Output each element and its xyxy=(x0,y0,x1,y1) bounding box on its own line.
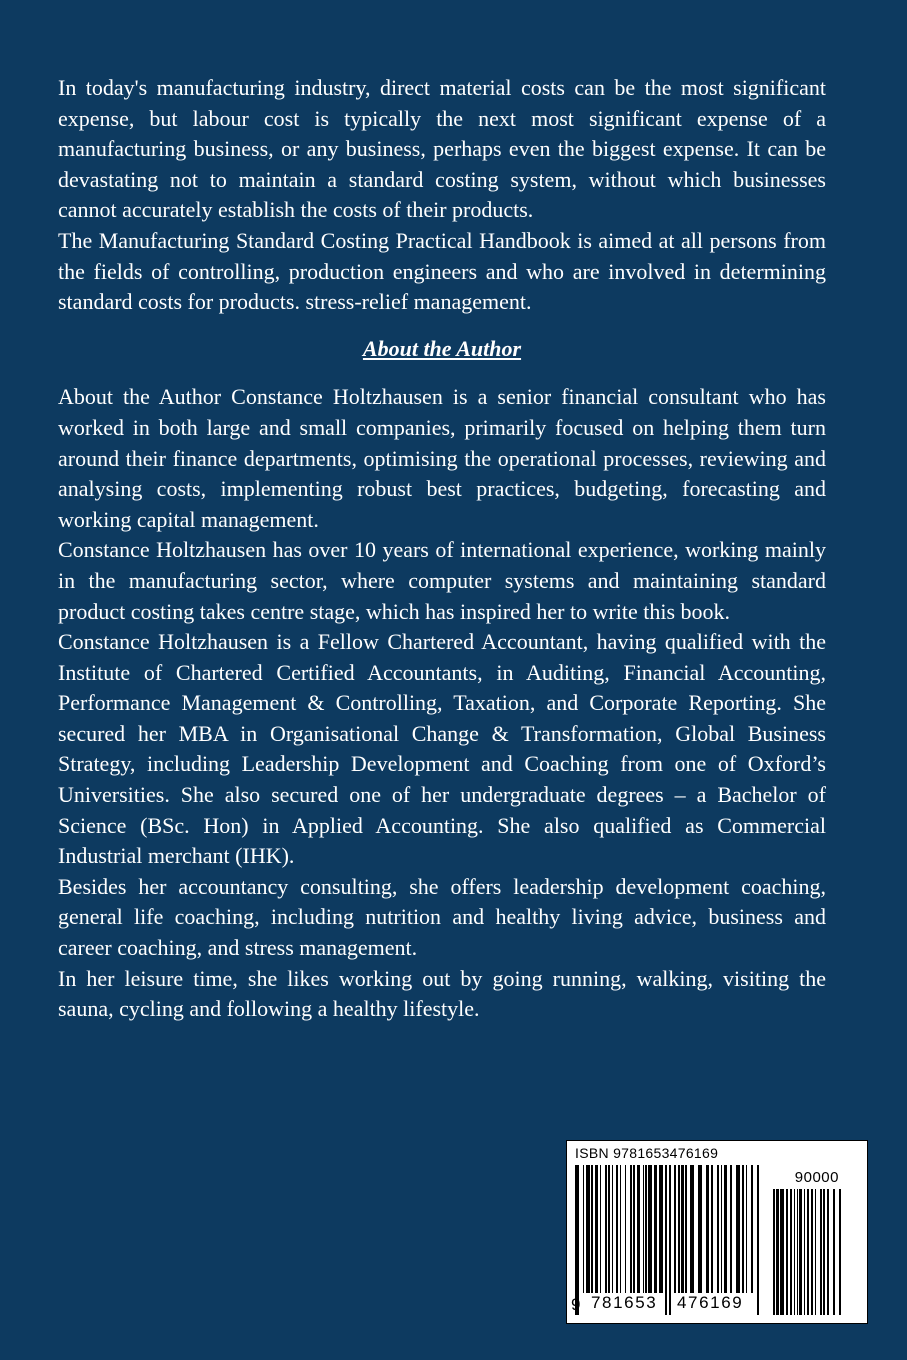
intro-paragraph-2: The Manufacturing Standard Costing Practical Handbook is aimed at all persons from the fields of controlling, production engineers and who are involved in determining standard costs for products. stress-relief management. xyxy=(58,227,826,315)
barcode-digits-left: 781653 xyxy=(591,1293,658,1312)
isbn-barcode xyxy=(566,1140,868,1324)
barcode-addon-bars xyxy=(773,1189,843,1315)
blurb-text xyxy=(58,73,826,1025)
author-paragraph-5: In her leisure time, she likes working out by going running, walking, visiting the sauna, cycling and following a healthy lifestyle. xyxy=(58,965,826,1022)
author-paragraph-3: Constance Holtzhausen is a Fellow Chartered Accountant, having qualified with the Institute of Chartered Certified Accountants, in Auditing, Financial Accounting, Performance Management & Controlling, Taxation, and Corporate Reporting. She secured her MBA in Organisational Change & Transformation, Global Business Strategy, including Leadership Development and Coaching from one of Oxford’s Universities. She also secured one of her undergraduate degrees – a Bachelor of Science (BSc. Hon) in Applied Accounting. She also qualified as Commercial Industrial merchant (IHK). xyxy=(58,629,826,869)
barcode-digits-right: 476169 xyxy=(677,1293,744,1312)
intro-paragraph-1: In today's manufacturing industry, direct material costs can be the most significant expense, but labour cost is typically the next most significant expense of a manufacturing business, or any business, perhaps even the biggest expense. It can be devastating not to maintain a standard costing system, without which businesses cannot accurately establish the costs of their products. xyxy=(58,75,826,223)
author-paragraph-2: Constance Holtzhausen has over 10 years of international experience, working mainly in the manufacturing sector, where computer systems and maintaining standard product costing takes centre stage, which has inspired her to write this book. xyxy=(58,537,826,624)
barcode-digit-first: 9 xyxy=(571,1295,583,1314)
barcode-digits xyxy=(571,1293,767,1319)
author-paragraph-4: Besides her accountancy consulting, she offers leadership development coaching, general life coaching, including nutrition and healthy living advice, business and career coaching, and stress management. xyxy=(58,873,826,961)
isbn-label: ISBN 9781653476169 xyxy=(575,1145,719,1161)
author-paragraph-1: About the Author Constance Holtzhausen is a senior financial consultant who has worked in both large and small companies, primarily focused on helping them turn around their finance departments, optimising the operational processes, reviewing and analysing costs, implementing robust best practices, budgeting, forecasting and working capital management. xyxy=(58,384,826,532)
about-author-heading: About the Author xyxy=(362,335,522,361)
barcode-addon-code: 90000 xyxy=(794,1169,839,1186)
